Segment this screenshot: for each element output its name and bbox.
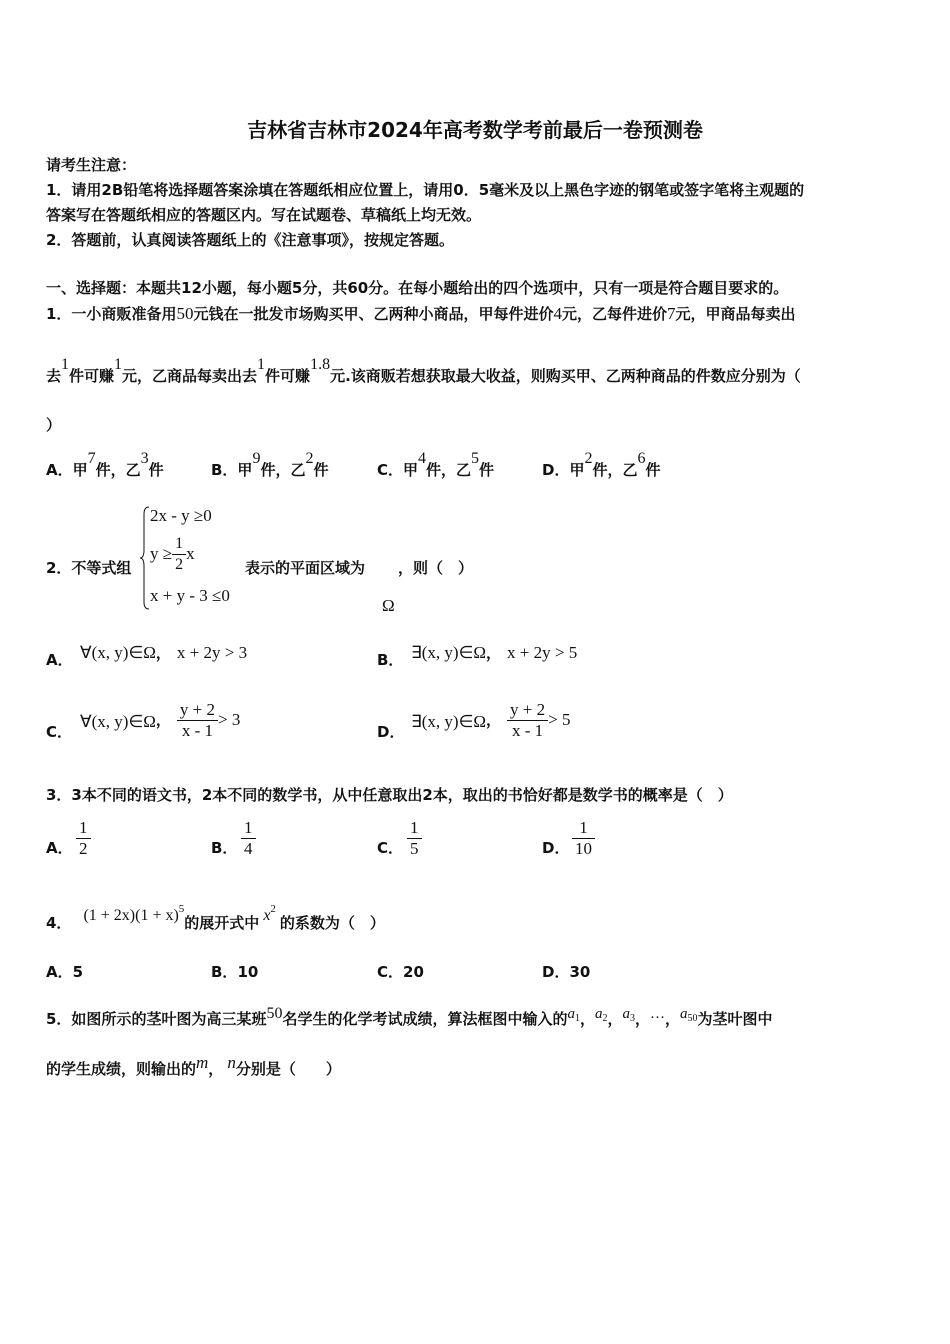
- q4-option-a: A．5: [46, 963, 84, 981]
- section-heading: 一、选择题：本题共12小题，每小题5分，共60分。在每小题给出的四个选项中，只有一项是符合题目要求的。: [46, 279, 789, 297]
- q3-option-d: D． $\frac{1}{10}$: [542, 818, 595, 859]
- page-title: 吉林省吉林市2024年高考数学考前最后一卷预测卷: [247, 118, 703, 142]
- q5-line-2: 的学生成绩，则输出的m， n分别是（ ）: [46, 1053, 341, 1078]
- q3-option-a: A． $\frac{1}{2}$: [46, 818, 91, 859]
- notice-line-1: 1．请用2B铅笔将选择题答案涂填在答题纸相应位置上，请用0．5毫米及以上黑色字迹的钢笔或签字笔将主观题的: [46, 181, 805, 199]
- q4-option-c: C．20: [377, 963, 424, 981]
- notice-line-3: 2．答题前，认真阅读答题纸上的《注意事项》，按规定答题。: [46, 231, 454, 249]
- notice-heading: 请考生注意：: [46, 156, 137, 174]
- q1-option-c: C．甲4件，乙5件: [377, 450, 495, 479]
- q3-option-b: B． $\frac{1}{4}$: [211, 818, 256, 859]
- system-brace: [140, 506, 150, 610]
- q1-option-b: B．甲9件，乙2件: [211, 450, 329, 479]
- q5-line-1: 5．如图所示的茎叶图为高三某班50名学生的化学考试成绩，算法框图中输入的$a^1$，$a^2$，$a^3$，…，$a^{50}$为茎叶图中: [46, 1005, 773, 1028]
- omega-symbol: Ω: [382, 596, 395, 615]
- q2-option-b: B． ∃(x, y)∈Ω， x + 2y > 5: [377, 643, 578, 669]
- notice-line-2: 答案写在答题纸相应的答题区内。写在试题卷、草稿纸上均无效。: [46, 206, 482, 224]
- q2-middle: 表示的平面区域为: [245, 559, 366, 577]
- q4-option-d: D．30: [542, 963, 591, 981]
- q2-prefix: 2．不等式组: [46, 559, 132, 577]
- q1-line-2: 去1件可赚1元，乙商品每卖出去1件可赚1.8元.该商贩若想获取最大收益，则购买甲、乙两种商品的件数应分别为（: [46, 356, 801, 385]
- q1-option-a: A．甲7件，乙3件: [46, 450, 164, 479]
- q2-option-a: A． ∀(x, y)∈Ω， x + 2y > 3: [46, 643, 248, 669]
- q1-option-d: D．甲2件，乙6件: [542, 450, 661, 479]
- q3-text: 3．3本不同的语文书，2本不同的数学书，从中任意取出2本，取出的书恰好都是数学书的概率是（ ）: [46, 786, 733, 804]
- q1-line-3: ）: [46, 416, 62, 434]
- system-inequality-2: y ≥ $\frac{1}{2}$ x: [150, 535, 195, 573]
- system-inequality-3: x + y - 3 ≤0: [150, 586, 230, 605]
- q4-text: 4． $(1 + 2x)(1 + x)^5$的展开式中 $x^2$的系数为（ ）: [46, 903, 385, 932]
- q3-option-c: C． $\frac{1}{5}$: [377, 818, 422, 859]
- system-inequality-1: 2x - y ≥0: [150, 506, 212, 525]
- q2-option-c: C．∀(x, y)∈Ω， $\frac{y + 2}{x - 1}$ > 3: [46, 700, 241, 741]
- q4-option-b: B．10: [211, 963, 259, 981]
- q2-option-d: D．∃(x, y)∈Ω， $\frac{y + 2}{x - 1}$ > 5: [377, 700, 571, 741]
- q2-suffix: ，则（ ）: [398, 559, 474, 577]
- q1-line-1: 1．一小商贩准备用50元钱在一批发市场购买甲、乙两种小商品，甲每件进价4元，乙每件进价7元，甲商品每卖出: [46, 304, 796, 323]
